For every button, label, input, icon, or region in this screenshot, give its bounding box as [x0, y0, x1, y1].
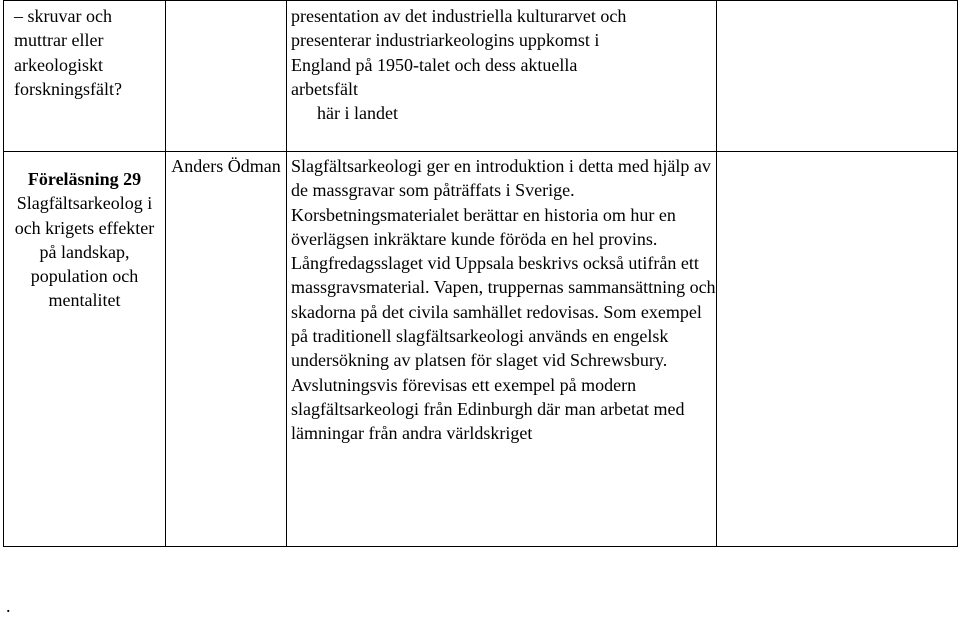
lecturer-cell [166, 152, 287, 547]
description-cell [287, 1, 717, 152]
lecture-title [4, 167, 165, 313]
lecture-number: Föreläsning 29 [27, 169, 142, 189]
table-row [4, 1, 958, 152]
lecturer-cell [166, 1, 287, 152]
description-cell [287, 152, 717, 547]
lecture-title-continuation: – skruvar och muttrar eller arkeologiskt forskningsfält? [14, 6, 122, 99]
extra-text [717, 1, 957, 4]
extra-cell [717, 152, 958, 547]
extra-text [717, 152, 957, 155]
lecture-description [287, 4, 716, 125]
description-line: presentation av det industriella kulturarvet och [291, 6, 627, 26]
lecture-title-cell [4, 1, 166, 152]
page-footnote: . [6, 596, 11, 616]
lecture-topic: Slagfältsarkeolog i och krigets effekter på landskap, population och mentalitet [14, 193, 155, 311]
lecturer-name: Anders Ödman [171, 156, 281, 176]
lecture-title-cell [4, 152, 166, 547]
description-line: England på 1950-talet och dess aktuella [291, 54, 578, 75]
table-row [4, 152, 958, 547]
description-line: presenterar industriarkeologins uppkomst i [291, 30, 600, 51]
description-line: här i landet [317, 103, 398, 124]
lecturer-name [166, 1, 286, 4]
extra-cell [717, 1, 958, 152]
lecture-schedule-table [3, 0, 958, 547]
description-line: arbetsfält [291, 78, 358, 99]
lecture-description: Slagfältsarkeologi ger en introduktion i detta med hjälp av de massgravar som påträffats i Sverige. Korsbetningsmaterialet berättar en historia om hur en överlägsen inkräktare kunde föröda en hel provins. Långfredagsslaget vid Uppsala beskrivs också utifrån ett massgravsmaterial. Vapen, truppernas sammansättning och skadorna på det civila samhället redovisas. Som exempel på traditionell slagfältsarkeologi används en engelsk undersökning av platsen för slaget vid Schrewsbury. Avslutningsvis förevisas ett exempel på modern slagfältsarkeologi från Edinburgh där man arbetat med lämningar från andra världskriget [291, 156, 716, 444]
